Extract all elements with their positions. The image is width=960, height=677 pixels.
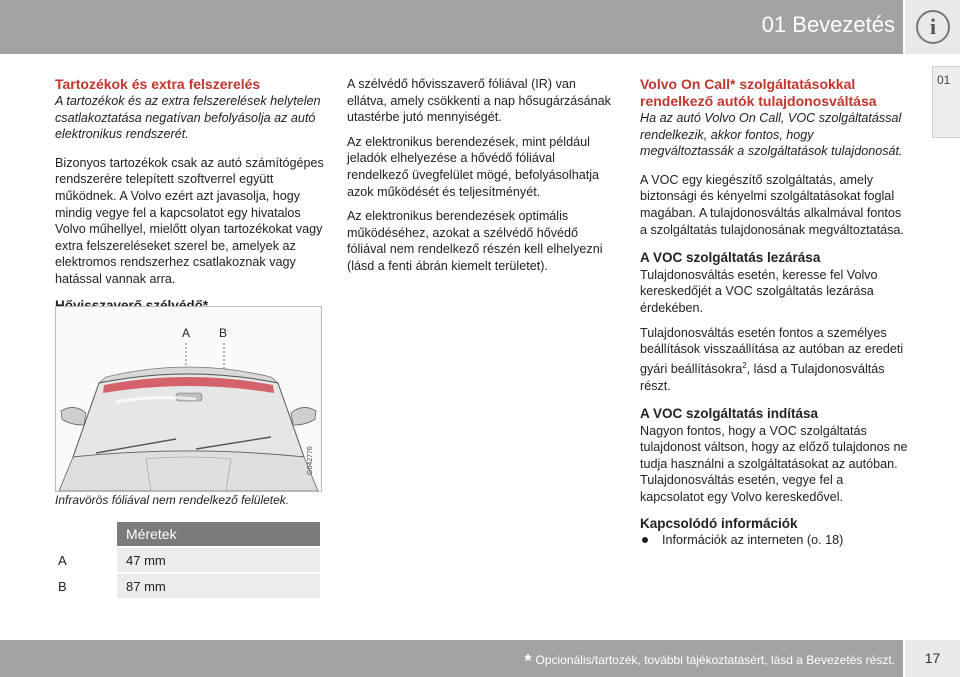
page-header — [0, 0, 960, 54]
accessories-heading: Tartozékok és extra felszerelés — [55, 76, 261, 92]
voc-reset-paragraph — [640, 325, 910, 395]
related-info-heading: Kapcsolódó információk — [640, 515, 798, 531]
table-header: Méretek — [117, 522, 320, 546]
figure-label-a: A — [182, 326, 191, 340]
footer-note — [524, 651, 895, 672]
page-footer — [0, 640, 960, 677]
chapter-title: 01 Bevezetés — [761, 12, 895, 37]
footnote-ref: 2 — [742, 360, 747, 370]
related-info-link[interactable]: Információk az interneten (o. 18) — [640, 532, 910, 549]
placement-paragraph: Az elektronikus berendezések optimális működéséhez, azokat a szélvédő hővédő fóliával nem rendelkező részén kell elhelyezni (lásd a fenti ábrán kiemelt területet). — [347, 209, 603, 273]
figure-label-b: B — [219, 326, 228, 340]
page-number: 17 — [924, 650, 941, 666]
table-row-label: A — [58, 552, 67, 568]
car-front-illustration — [56, 307, 321, 491]
voc-intro: Ha az autó Volvo On Call, VOC szolgáltatással rendelkezik, akkor fontos, hogy megváltoztassák a szolgáltatások tulajdonosát. — [640, 111, 903, 159]
table-header-blank — [55, 522, 117, 546]
voc-heading: Volvo On Call* szolgáltatásokkal rendelkező autók tulajdonosváltása — [640, 76, 877, 109]
table-row — [55, 548, 320, 572]
column-left — [55, 76, 325, 314]
table-row-label: B — [58, 578, 67, 594]
chapter-side-tab[interactable] — [932, 66, 960, 138]
voc-start-heading: A VOC szolgáltatás indítása — [640, 406, 819, 422]
header-icon-box — [903, 0, 960, 54]
windshield-figure — [55, 306, 322, 492]
footer-note-text: Opcionális/tartozék, további tájékoztatásért, lásd a Bevezetés részt. — [535, 653, 895, 667]
electronics-paragraph: Az elektronikus berendezések, mint például jeladók elhelyezése a hővédő fóliával rendelkező üvegfelület mögé, befolyásolhatja azok működését és teljesítményét. — [347, 134, 600, 199]
page-number-box — [903, 640, 960, 677]
voc-start-paragraph: Nagyon fontos, hogy a VOC szolgáltatás tulajdonost váltson, hogy az előző tulajdonos ne tudja használni a szolgáltatásokat az autóban. Tulajdonosváltás esetén, vegye fel a kapcsolatot egy Volvo kereskedővel. — [640, 423, 908, 505]
voc-reset-text-a: Tulajdonosváltás esetén fontos a személyes beállítások visszaállítása az autóban az eredeti gyári beállításokra — [640, 325, 904, 376]
table-row — [55, 574, 320, 598]
column-right — [640, 76, 910, 549]
table-row-value: 47 mm — [117, 548, 320, 572]
table-header-row — [55, 522, 320, 546]
column-middle — [347, 76, 615, 283]
accessories-body: Bizonyos tartozékok csak az autó számítógépes rendszerére telepített szoftverrel együtt működnek. A Volvo ezért azt javasolja, hogy mindig vegye fel a kapcsolatot egy hivatalos Volvo műhellyel, mielőtt olyan tartozékokat vagy extra felszereléseket szerel be, amelyek az elektromos rendszerhez csatlakoznak vagy hatással vannak arra. — [55, 155, 324, 286]
dimensions-table — [55, 520, 320, 600]
accessories-intro: A tartozékok és az extra felszerelések helytelen csatlakoztatása negatívan befolyásolja az autó elektronikus rendszerét. — [55, 94, 321, 142]
table-row-value: 87 mm — [117, 574, 320, 598]
figure-caption: Infravörös fóliával nem rendelkező felületek. — [55, 493, 290, 507]
figure-code: G042776 — [307, 446, 314, 475]
chapter-side-tab-label: 01 — [937, 73, 951, 87]
footer-star: * — [524, 651, 532, 671]
info-icon: i — [916, 10, 950, 44]
voc-paragraph: A VOC egy kiegészítő szolgáltatás, amely biztonsági és kényelmi szolgáltatásokat foglal magában. A tulajdonosváltás alkalmával fontos a szolgáltatás tulajdonosának megváltoztatása. — [640, 172, 904, 237]
ir-film-paragraph: A szélvédő hővisszaverő fóliával (IR) van ellátva, amely csökkenti a nap hősugárzásának utastérbe jutó mennyiségét. — [347, 77, 611, 125]
voc-reset-text-b: , lásd a Tulajdonosváltás részt. — [640, 361, 885, 393]
voc-lock-heading: A VOC szolgáltatás lezárása — [640, 250, 821, 266]
voc-lock-paragraph: Tulajdonosváltás esetén, keresse fel Volvo kereskedőjét a VOC szolgáltatás lezárása érdekében. — [640, 267, 878, 315]
